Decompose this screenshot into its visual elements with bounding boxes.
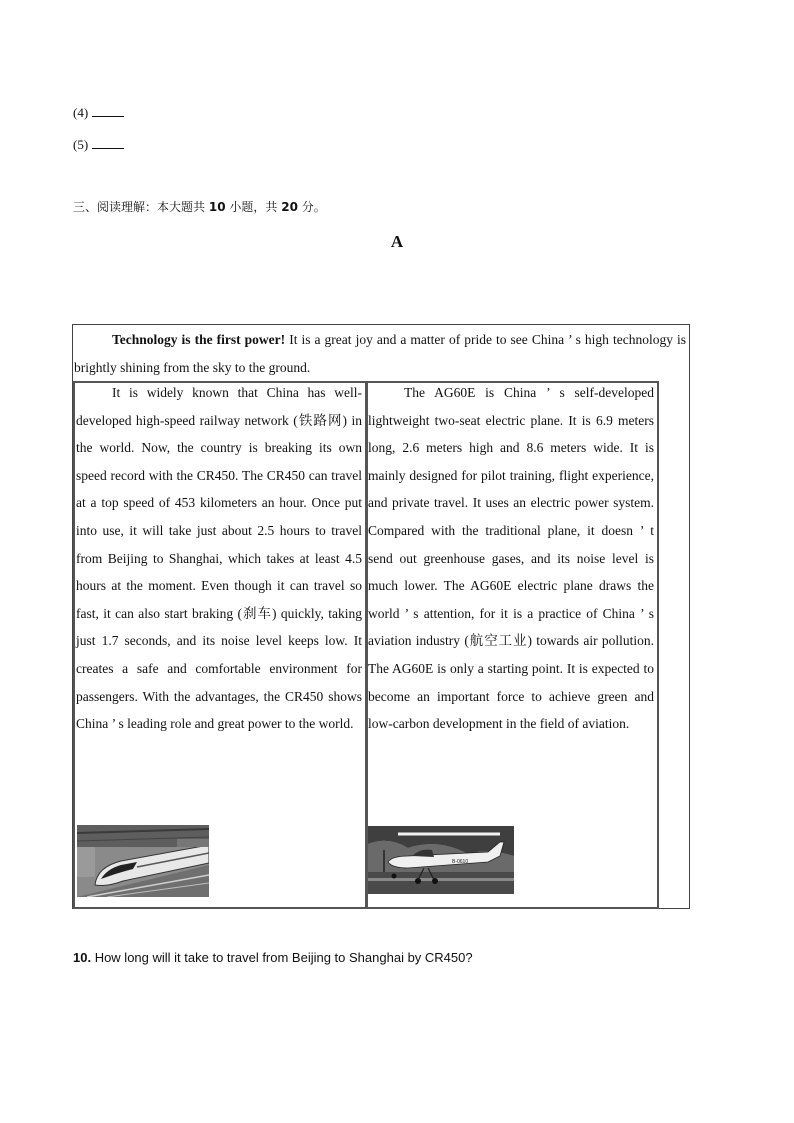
answer-blank[interactable] (92, 139, 124, 149)
item-number: (4) (73, 105, 89, 120)
passage-label: A (390, 232, 404, 251)
item-number: (5) (73, 137, 89, 152)
question-text: How long will it take to travel from Beijing to Shanghai by CR450? (91, 950, 473, 965)
left-column-text (76, 379, 362, 738)
section-heading: 三、阅读理解：本大题共 10 小题，共 20 分。 (73, 200, 326, 214)
answer-blank[interactable] (92, 107, 124, 117)
cr450-paragraph: It is widely known that China has well-developed high-speed railway network (铁路网) in the world. Now, the country is breaking its own speed record with the CR450. The CR450 can travel at a top speed of 453 kilometers an hour. Once put into use, it will take just about 2.5 hours to travel from Beijing to Shanghai, which takes at least 4.5 hours at the moment. Even though it can travel so fast, it can also start braking (刹车) quickly, taking just 1.7 seconds, and its noise level keeps low. It creates a safe and comfortable environment for passengers. With the advantages, the CR450 shows China ’ s leading role and great power to the world. (76, 385, 362, 732)
right-column-text (368, 379, 654, 738)
question-number: 10. (73, 950, 92, 965)
blank-item-5 (73, 137, 124, 153)
blank-item-4 (73, 105, 124, 121)
question-10 (73, 950, 473, 965)
high-speed-train-photo (77, 825, 209, 897)
intro-lead: Technology is the first power! (112, 332, 286, 347)
ag60e-paragraph: The AG60E is China ’ s self-developed lightweight two-seat electric plane. It is 6.9 meters long, 2.6 meters high and 8.6 meters wide. It is mainly designed for pilot training, flight experience, and private travel. It uses an electric power system. Compared with the traditional plane, it doesn ’ t send out greenhouse gases, and its noise level is much lower. The AG60E electric plane draws the world ’ s attention, for it is a practice of China ’ s aviation industry (航空工业) towards air pollution. The AG60E is only a starting point. It is expected to become an important force to achieve green and low-carbon development in the field of aviation. (368, 385, 654, 732)
intro-text: It is a great joy and a matter of pride to see China ’ s high technology is brightly shining from the sky to the ground. (74, 332, 686, 375)
electric-plane-photo (368, 826, 514, 894)
plane-registration: B-0610 (452, 859, 469, 865)
passage-intro (74, 326, 686, 381)
